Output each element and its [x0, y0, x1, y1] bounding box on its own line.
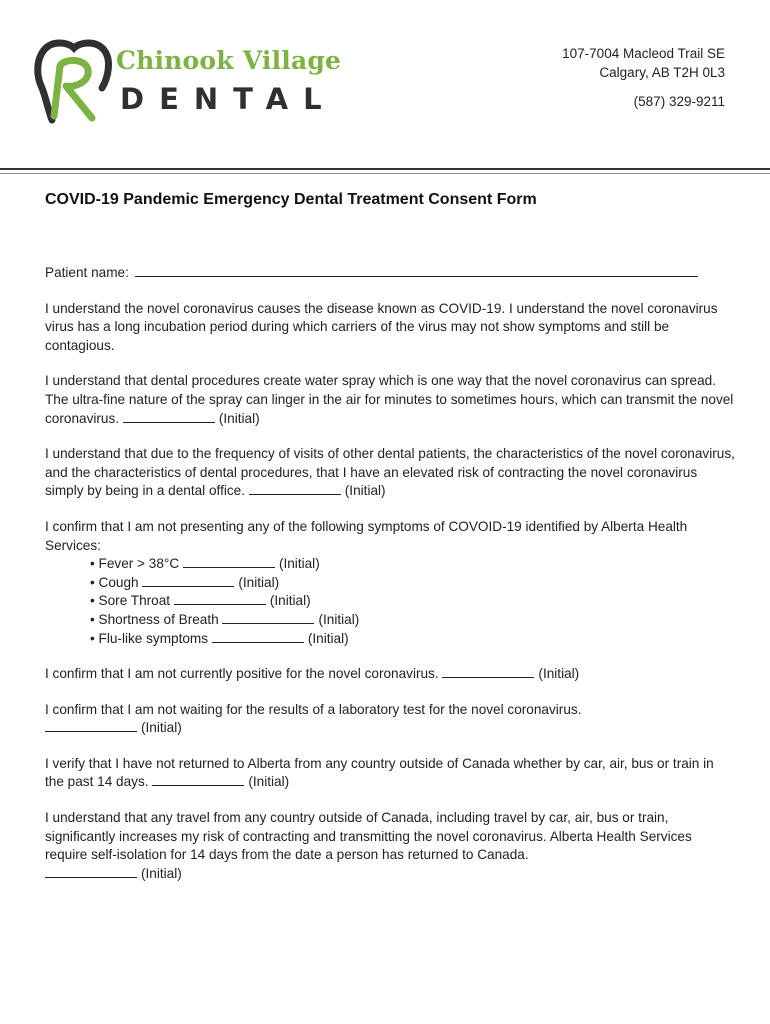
initial-label: (Initial): [218, 410, 260, 426]
patient-name-field[interactable]: [135, 263, 698, 277]
statement-3: [45, 445, 735, 501]
initial-field[interactable]: [442, 665, 534, 678]
address-line-1: 107-7004 Macleod Trail SE: [562, 46, 725, 61]
header-divider-thin: [0, 173, 770, 174]
symptom-label: • Shortness of Breath: [90, 611, 219, 627]
statement-3-text: I understand that due to the frequency of visits of other dental patients, the characteristics of the novel coronavirus, and the characteristics of dental procedures, that I have an elevated risk of contracting the novel coronavirus simply by being in a dental office.: [45, 446, 735, 499]
initial-field[interactable]: [45, 865, 137, 878]
initial-field[interactable]: [212, 630, 304, 643]
initial-field[interactable]: [222, 611, 314, 624]
initial-field[interactable]: [45, 719, 137, 732]
initial-label: (Initial): [538, 666, 580, 682]
tooth-logo-icon: [30, 36, 116, 126]
symptom-label: • Sore Throat: [90, 593, 171, 609]
initial-field[interactable]: [249, 482, 341, 495]
statement-6: [45, 701, 735, 738]
symptom-label: • Cough: [90, 574, 139, 590]
statement-2: [45, 372, 735, 428]
statement-6-text: I confirm that I am not waiting for the results of a laboratory test for the novel coronavirus.: [45, 701, 582, 717]
statement-7: [45, 755, 735, 792]
initial-label: (Initial): [278, 556, 320, 572]
patient-name-label: Patient name:: [45, 265, 129, 280]
patient-name-row: [45, 263, 735, 283]
initial-field[interactable]: [183, 555, 275, 568]
initial-label: (Initial): [318, 611, 360, 627]
initial-label: (Initial): [344, 483, 386, 499]
statement-4: [45, 518, 735, 555]
address-line-2: Calgary, AB T2H 0L3: [599, 65, 725, 80]
initial-label: (Initial): [141, 865, 182, 881]
symptom-item: [90, 592, 735, 611]
logo-clinic-name: Chinook Village: [116, 46, 342, 75]
statement-8-text: I understand that any travel from any country outside of Canada, including travel by car, air, bus or train, significantly increases my risk of contracting and transmitting the novel coronavirus. Alberta Health Services require self-isolation for 14 days from the date a person has returned to Canada.: [45, 810, 692, 863]
clinic-contact: [562, 44, 725, 111]
symptom-label: • Flu-like symptoms: [90, 630, 209, 646]
form-title: COVID-19 Pandemic Emergency Dental Treatment Consent Form: [45, 191, 537, 208]
initial-label: (Initial): [269, 593, 311, 609]
logo-dental-word: DENTAL: [120, 82, 337, 116]
clinic-phone: (587) 329-9211: [633, 94, 725, 109]
statement-5-text: I confirm that I am not currently positive for the novel coronavirus.: [45, 666, 439, 682]
initial-field[interactable]: [152, 773, 244, 786]
statement-4-text: I confirm that I am not presenting any of the following symptoms of COVOID-19 identified by Alberta Health Services:: [45, 518, 688, 553]
form-body: [45, 263, 735, 900]
statement-7-text: I verify that I have not returned to Alberta from any country outside of Canada whether by car, air, bus or train in the past 14 days.: [45, 755, 714, 790]
statement-8: [45, 809, 735, 883]
symptom-item: [90, 611, 735, 630]
symptom-list: [45, 555, 735, 648]
statement-5: [45, 665, 735, 684]
symptom-item: [90, 574, 735, 593]
symptom-label: • Fever > 38°C: [90, 556, 180, 572]
initial-label: (Initial): [238, 574, 280, 590]
initial-label: (Initial): [248, 774, 290, 790]
initial-label: (Initial): [141, 720, 182, 736]
symptom-item: [90, 555, 735, 574]
clinic-logo: [30, 36, 340, 126]
statement-1-text: I understand the novel coronavirus causes the disease known as COVID-19. I understand the novel coronavirus virus has a long incubation period during which carriers of the virus may not show symptoms and still be contagious.: [45, 300, 718, 353]
header-divider: [0, 168, 770, 170]
initial-field[interactable]: [142, 574, 234, 587]
initial-field[interactable]: [123, 410, 215, 423]
statement-2-text: I understand that dental procedures create water spray which is one way that the novel coronavirus can spread. The ultra-fine nature of the spray can linger in the air for minutes to sometimes hours, which can transmit the novel coronavirus.: [45, 373, 734, 426]
statement-1: [45, 300, 735, 356]
initial-label: (Initial): [307, 630, 349, 646]
symptom-item: [90, 630, 735, 649]
initial-field[interactable]: [174, 592, 266, 605]
